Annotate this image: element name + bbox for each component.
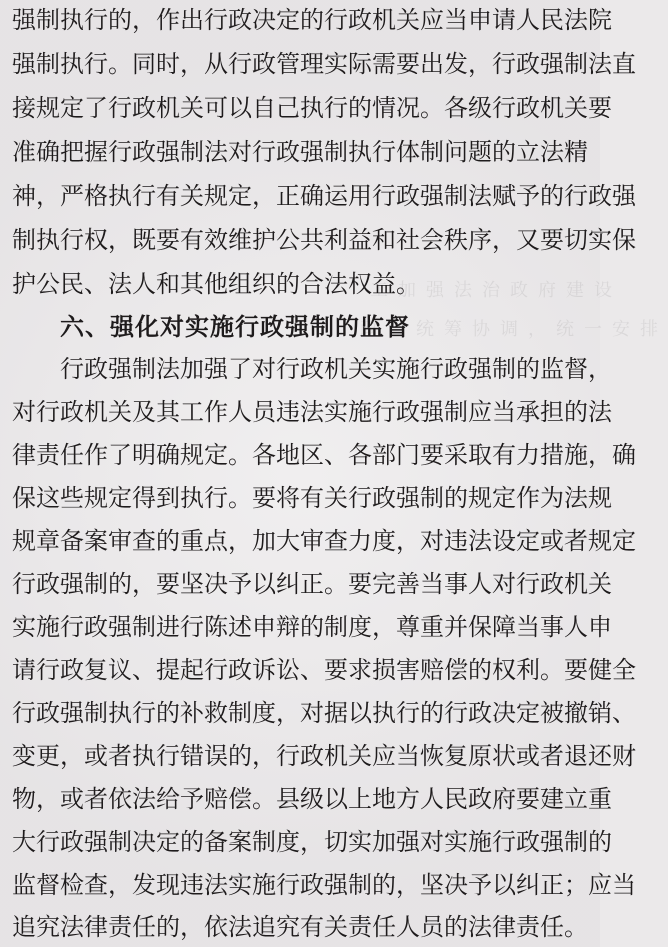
text-line: 保这些规定得到执行。要将有关行政强制的规定作为法规 <box>12 484 612 512</box>
text-line: 行政强制的，要坚决予以纠正。要完善当事人对行政机关 <box>12 570 612 598</box>
text-line: 大行政强制决定的备案制度，切实加强对实施行政强制的 <box>12 828 612 856</box>
text-line: 变更，或者执行错误的，行政机关应当恢复原状或者退还财 <box>12 742 636 770</box>
text-line: 行政强制执行的补救制度，对据以执行的行政决定被撤销、 <box>12 699 636 727</box>
text-line: 神，严格执行有关规定，正确运用行政强制法赋予的行政强 <box>12 182 636 210</box>
text-line: 准确把握行政强制法对行政强制执行体制问题的立法精 <box>12 138 588 166</box>
bleed-through-decoration: 政，统筹协调，统一安排 <box>360 319 668 340</box>
text-line: 护公民、法人和其他组织的合法权益。 <box>12 270 420 298</box>
text-line: 律责任作了明确规定。各地区、各部门要采取有力措施，确 <box>12 441 636 469</box>
text-line: 规章备案审查的重点，加大审查力度，对违法设定或者规定 <box>12 527 636 555</box>
text-line: 监督检查，发现违法实施行政强制的，坚决予以纠正；应当 <box>12 871 636 899</box>
text-line: 实施行政强制进行陈述申辩的制度，尊重并保障当事人申 <box>12 613 612 641</box>
text-line: 物，或者依法给予赔偿。县级以上地方人民政府要建立重 <box>12 785 612 813</box>
text-line: 强制执行的，作出行政决定的行政机关应当申请人民法院 <box>12 6 612 34</box>
bleed-through-decoration: 工加强法治政府建设 <box>370 280 622 301</box>
text-line: 请行政复议、提起行政诉讼、要求损害赔偿的权利。要健全 <box>12 656 636 684</box>
text-line: 行政强制法加强了对行政机关实施行政强制的监督， <box>60 355 612 383</box>
text-line: 强制执行。同时，从行政管理实际需要出发，行政强制法直 <box>12 50 636 78</box>
text-line: 追究法律责任的，依法追究有关责任人员的法律责任。 <box>12 913 588 941</box>
text-line: 对行政机关及其工作人员违法实施行政强制应当承担的法 <box>12 398 612 426</box>
text-line: 接规定了行政机关可以自己执行的情况。各级行政机关要 <box>12 94 612 122</box>
section-heading: 六、强化对实施行政强制的监督 <box>60 313 410 341</box>
text-line: 制执行权，既要有效维护公共利益和社会秩序，又要切实保 <box>12 226 636 254</box>
